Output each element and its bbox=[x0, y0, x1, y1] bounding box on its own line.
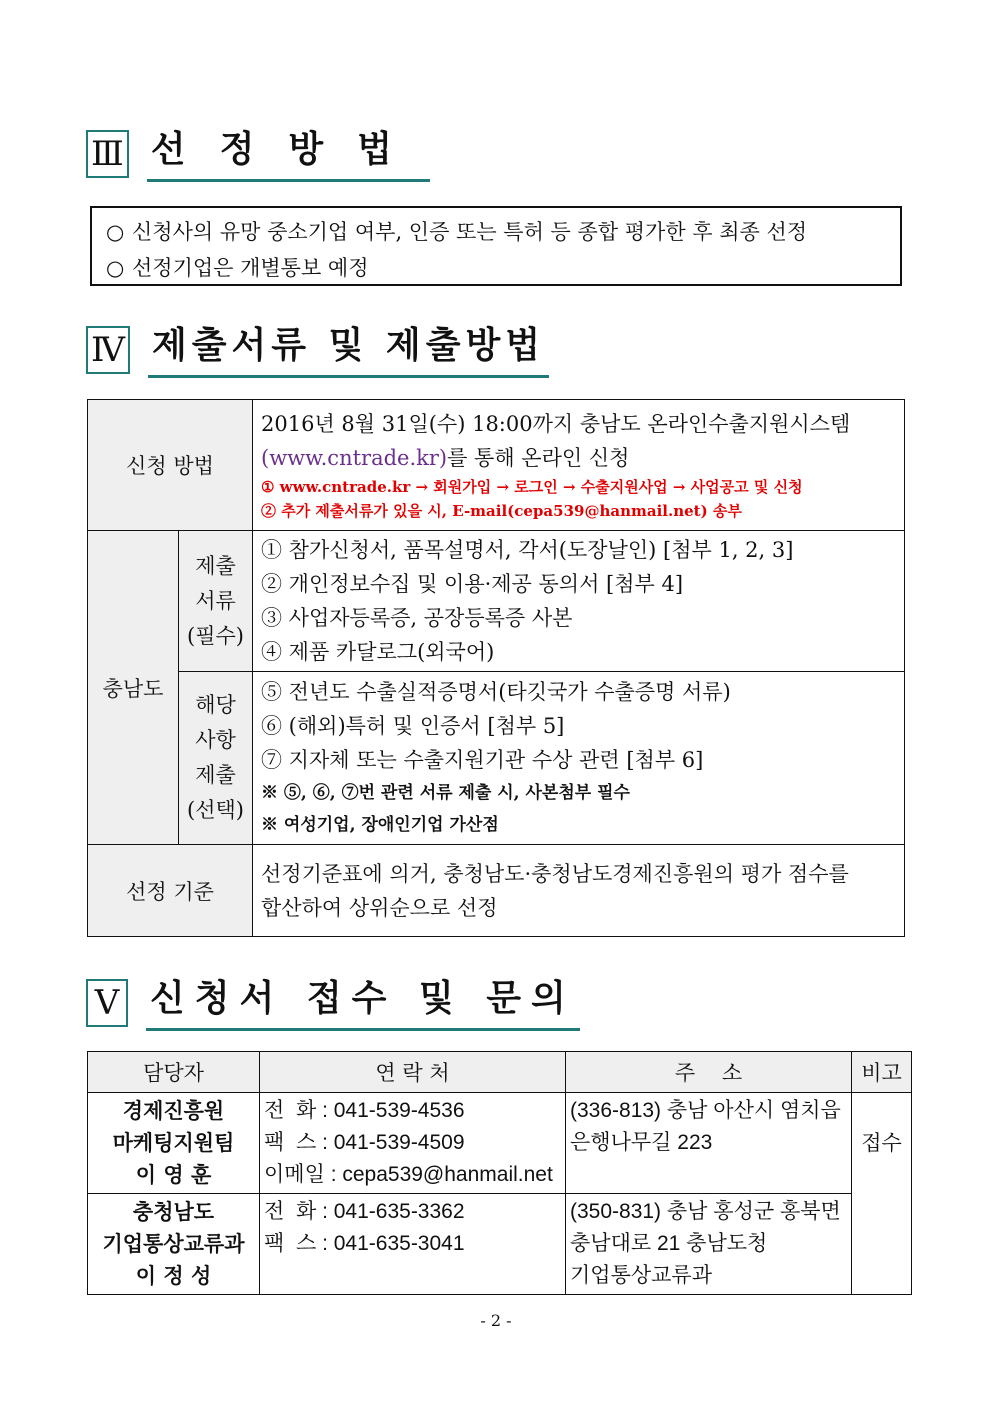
phone-number: 전 화 : 041-539-4536 bbox=[264, 1099, 465, 1122]
email-address[interactable]: 이메일 : cepa539@hanmail.net bbox=[264, 1163, 553, 1186]
criteria-content bbox=[253, 845, 905, 937]
address-line: 충남대로 21 충남도청 bbox=[570, 1232, 768, 1255]
doc-item: ⑤ 전년도 수출실적증명서(타깃국가 수출증명 서류) bbox=[261, 680, 731, 704]
title-underline bbox=[147, 179, 430, 182]
bullet-text: 신청사의 유망 중소기업 여부, 인증 또는 특허 등 종합 평가한 후 최종 선정 bbox=[132, 220, 808, 244]
label-part: 서류 bbox=[195, 588, 236, 613]
doc-item: ③ 사업자등록증, 공장등록증 사본 bbox=[261, 606, 573, 630]
optional-docs-label bbox=[179, 672, 253, 845]
section-title: 선정방법 bbox=[150, 129, 426, 170]
address-line: 기업통상교류과 bbox=[570, 1264, 713, 1287]
province-label: 충남도 bbox=[88, 531, 179, 845]
table-row bbox=[88, 1194, 912, 1295]
circle-bullet-icon: ○ bbox=[106, 256, 125, 280]
submission-table bbox=[87, 399, 905, 937]
section-3-heading bbox=[86, 130, 430, 182]
person-line: 기업통상교류과 bbox=[102, 1231, 245, 1256]
label-part: 제출 bbox=[195, 763, 236, 787]
doc-note: ※ ⑤, ⑥, ⑦번 관련 서류 제출 시, 사본첨부 필수 bbox=[261, 783, 630, 803]
fax-number: 팩 스 : 041-539-4509 bbox=[264, 1131, 465, 1154]
criteria-line: 합산하여 상위순으로 선정 bbox=[261, 895, 498, 920]
label-part: 해당 bbox=[195, 693, 236, 717]
apply-step: ② 추가 제출서류가 있을 시, E-mail(cepa539@hanmail.net) 송부 bbox=[261, 502, 742, 520]
label-part: (필수) bbox=[187, 623, 244, 648]
label-part: 제출 bbox=[195, 553, 236, 578]
website-link[interactable]: (www.cntrade.kr) bbox=[261, 446, 448, 470]
apply-line: 2016년 8월 31일(수) 18:00까지 충남도 온라인수출지원시스템 bbox=[261, 412, 851, 436]
contact-table bbox=[87, 1051, 912, 1295]
page-number: - 2 - bbox=[480, 1311, 512, 1330]
doc-item: ⑦ 지자체 또는 수출지원기관 수상 관련 [첨부 6] bbox=[261, 748, 704, 772]
contact-cell bbox=[260, 1093, 566, 1194]
apply-method-content bbox=[253, 400, 905, 531]
bullet-item bbox=[106, 214, 888, 250]
address-line: (336-813) 충남 아산시 염치읍 bbox=[570, 1099, 841, 1122]
person-line: 이 정 성 bbox=[135, 1263, 212, 1288]
doc-item: ⑥ (해외)특허 및 인증서 [첨부 5] bbox=[261, 714, 565, 738]
person-line: 마케팅지원팀 bbox=[112, 1130, 235, 1155]
optional-docs-list bbox=[253, 672, 905, 845]
section-5-heading bbox=[86, 979, 580, 1031]
title-underline bbox=[146, 1028, 580, 1031]
apply-step: ① www.cntrade.kr → 회원가입 → 로그인 → 수출지원사업 → 사업공고 및 신청 bbox=[261, 478, 803, 496]
phone-number: 전 화 : 041-635-3362 bbox=[264, 1200, 465, 1223]
section-title-wrap bbox=[146, 979, 580, 1031]
criteria-label: 선정 기준 bbox=[88, 845, 253, 937]
address-line: (350-831) 충남 홍성군 홍북면 bbox=[570, 1200, 841, 1223]
doc-item: ② 개인정보수집 및 이용·제공 동의서 [첨부 4] bbox=[261, 572, 684, 596]
fax-number: 팩 스 : 041-635-3041 bbox=[264, 1232, 465, 1255]
criteria-line: 선정기준표에 의거, 충청남도·충청남도경제진흥원의 평가 점수를 bbox=[261, 861, 849, 886]
header-address: 주 소 bbox=[566, 1052, 852, 1093]
label-part: 사항 bbox=[195, 728, 236, 752]
address-line: 은행나무길 223 bbox=[570, 1131, 713, 1154]
section-4-heading bbox=[86, 326, 549, 378]
circle-bullet-icon: ○ bbox=[106, 220, 125, 244]
bullet-item bbox=[106, 250, 888, 286]
bullet-text: 선정기업은 개별통보 예정 bbox=[132, 256, 369, 280]
table-row bbox=[88, 1093, 912, 1194]
title-underline bbox=[148, 375, 549, 378]
address-cell bbox=[566, 1194, 852, 1295]
section-title-wrap bbox=[148, 326, 549, 378]
person-cell bbox=[88, 1194, 260, 1295]
section-number-box: Ⅲ bbox=[86, 130, 129, 178]
section-title: 신청서 접수 및 문의 bbox=[150, 978, 576, 1019]
required-docs-label bbox=[179, 531, 253, 672]
selection-method-box bbox=[90, 206, 902, 286]
header-note: 비고 bbox=[852, 1052, 912, 1093]
section-title: 제출서류 및 제출방법 bbox=[151, 325, 546, 366]
label-part: (선택) bbox=[187, 798, 244, 822]
person-line: 충청남도 bbox=[132, 1199, 215, 1224]
section-title-wrap bbox=[147, 130, 430, 182]
person-cell bbox=[88, 1093, 260, 1194]
apply-method-label: 신청 방법 bbox=[88, 400, 253, 531]
note-cell: 접수 bbox=[852, 1093, 912, 1295]
doc-item: ① 참가신청서, 품목설명서, 각서(도장날인) [첨부 1, 2, 3] bbox=[261, 538, 794, 562]
header-contact: 연 락 처 bbox=[260, 1052, 566, 1093]
required-docs-list bbox=[253, 531, 905, 672]
header-person: 담당자 bbox=[88, 1052, 260, 1093]
person-line: 이 영 훈 bbox=[135, 1162, 212, 1187]
address-cell bbox=[566, 1093, 852, 1194]
doc-note: ※ 여성기업, 장애인기업 가산점 bbox=[261, 815, 499, 835]
doc-item: ④ 제품 카달로그(외국어) bbox=[261, 640, 495, 664]
section-number-box: Ⅳ bbox=[86, 326, 130, 374]
section-number-box: Ⅴ bbox=[86, 979, 128, 1027]
apply-line bbox=[261, 441, 896, 475]
apply-line-text: 를 통해 온라인 신청 bbox=[447, 446, 630, 470]
contact-cell bbox=[260, 1194, 566, 1295]
person-line: 경제진흥원 bbox=[122, 1098, 225, 1123]
